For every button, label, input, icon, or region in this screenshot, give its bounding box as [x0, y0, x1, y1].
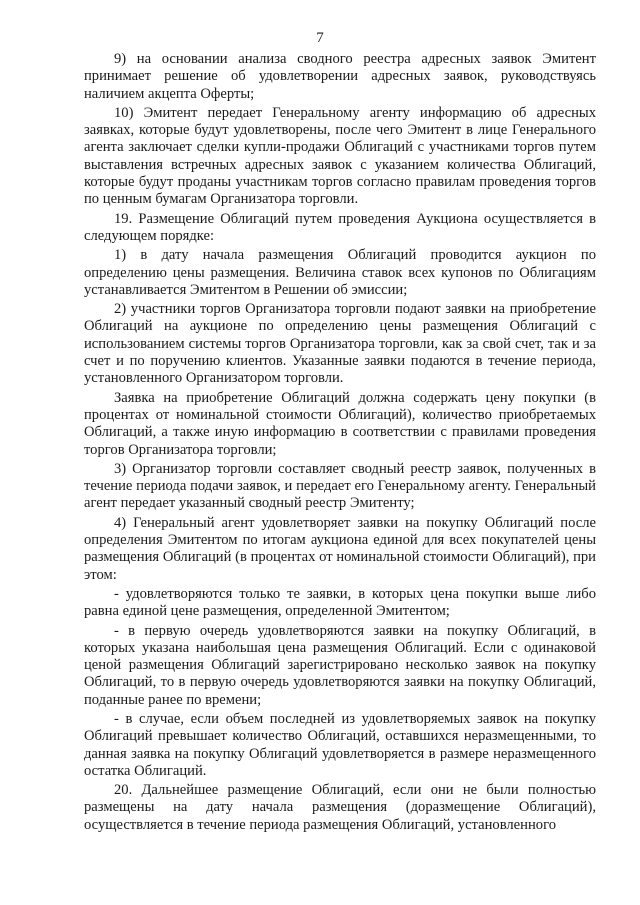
page-number: 7 [316, 30, 324, 46]
section-20-paragraph: 20. Дальнейшее размещение Облигаций, если они не были полностью размещены на дату начала размещения (доразмещение Облигаций), осуществляется в течение периода размещения Облигаций, установленного [84, 782, 596, 833]
section-19-heading: 19. Размещение Облигаций путем проведения Аукциона осуществляется в следующем порядке: [84, 210, 596, 244]
paragraph-19-1: 1) в дату начала размещения Облигаций проводится аукцион по определению цены размещения. Величина ставок всех купонов по Облигациям устанавливается Эмитентом в Решении об эмиссии; [84, 247, 596, 298]
paragraph-bid-requirements: Заявка на приобретение Облигаций должна содержать цену покупки (в процентах от номинальной стоимости Облигаций), количество приобретаемых Облигаций, а также иную информацию в соответствии с правилами проведения торгов Организатора торговли; [84, 389, 596, 458]
paragraph-19-3: 3) Организатор торговли составляет сводный реестр заявок, полученных в течение периода подачи заявок, и передает его Генеральному агенту. Генеральный агент передает указанный сводный реестр Эмитенту; [84, 460, 596, 512]
paragraph-9: 9) на основании анализа сводного реестра адресных заявок Эмитент принимает решение об удовлетворении адресных заявок, руководствуясь наличием акцепта Оферты; [84, 51, 596, 102]
bullet-priority-condition: - в первую очередь удовлетворяются заявки на покупку Облигаций, в которых указана наибольшая цена размещения Облигаций. Если с одинаковой ценой размещения Облигаций зарегистрировано несколько заявок на покупку Облигаций, то в первую очередь удовлетворяются заявки на покупку Облигаций, поданные ранее по времени; [84, 622, 596, 708]
bullet-price-condition: - удовлетворяются только те заявки, в которых цена покупки выше либо равна единой цене размещения, определенной Эмитентом; [84, 585, 596, 620]
paragraph-10: 10) Эмитент передает Генеральному агенту информацию об адресных заявках, которые будут удовлетворены, после чего Эмитент в лице Генерального агента заключает сделки купли-продажи Облигаций с участниками торгов путем выставления встречных адресных заявок с указанием количества Облигаций, которые будут проданы участникам торгов согласно правилам проведения торгов по ценным бумагам Организатора торговли. [84, 104, 596, 208]
bullet-remainder-condition: - в случае, если объем последней из удовлетворяемых заявок на покупку Облигаций превышает количество Облигаций, оставшихся неразмещенными, то данная заявка на покупку Облигаций удовлетворяется в размере неразмещенного остатка Облигаций. [84, 710, 596, 779]
paragraph-19-4: 4) Генеральный агент удовлетворяет заявки на покупку Облигаций после определения Эмитентом по итогам аукциона единой для всех покупателей цены размещения Облигаций (в процентах от номинальной стоимости Облигаций), при этом: [84, 514, 596, 583]
paragraph-19-2: 2) участники торгов Организатора торговли подают заявки на приобретение Облигаций на аукционе по определению цены размещения Облигаций с использованием системы торгов Организатора торговли, как за свой счет, так и за счет и по поручению клиентов. Указанные заявки подаются в течение периода, установленного Организатором торговли. [84, 301, 596, 387]
document-body [84, 51, 596, 834]
